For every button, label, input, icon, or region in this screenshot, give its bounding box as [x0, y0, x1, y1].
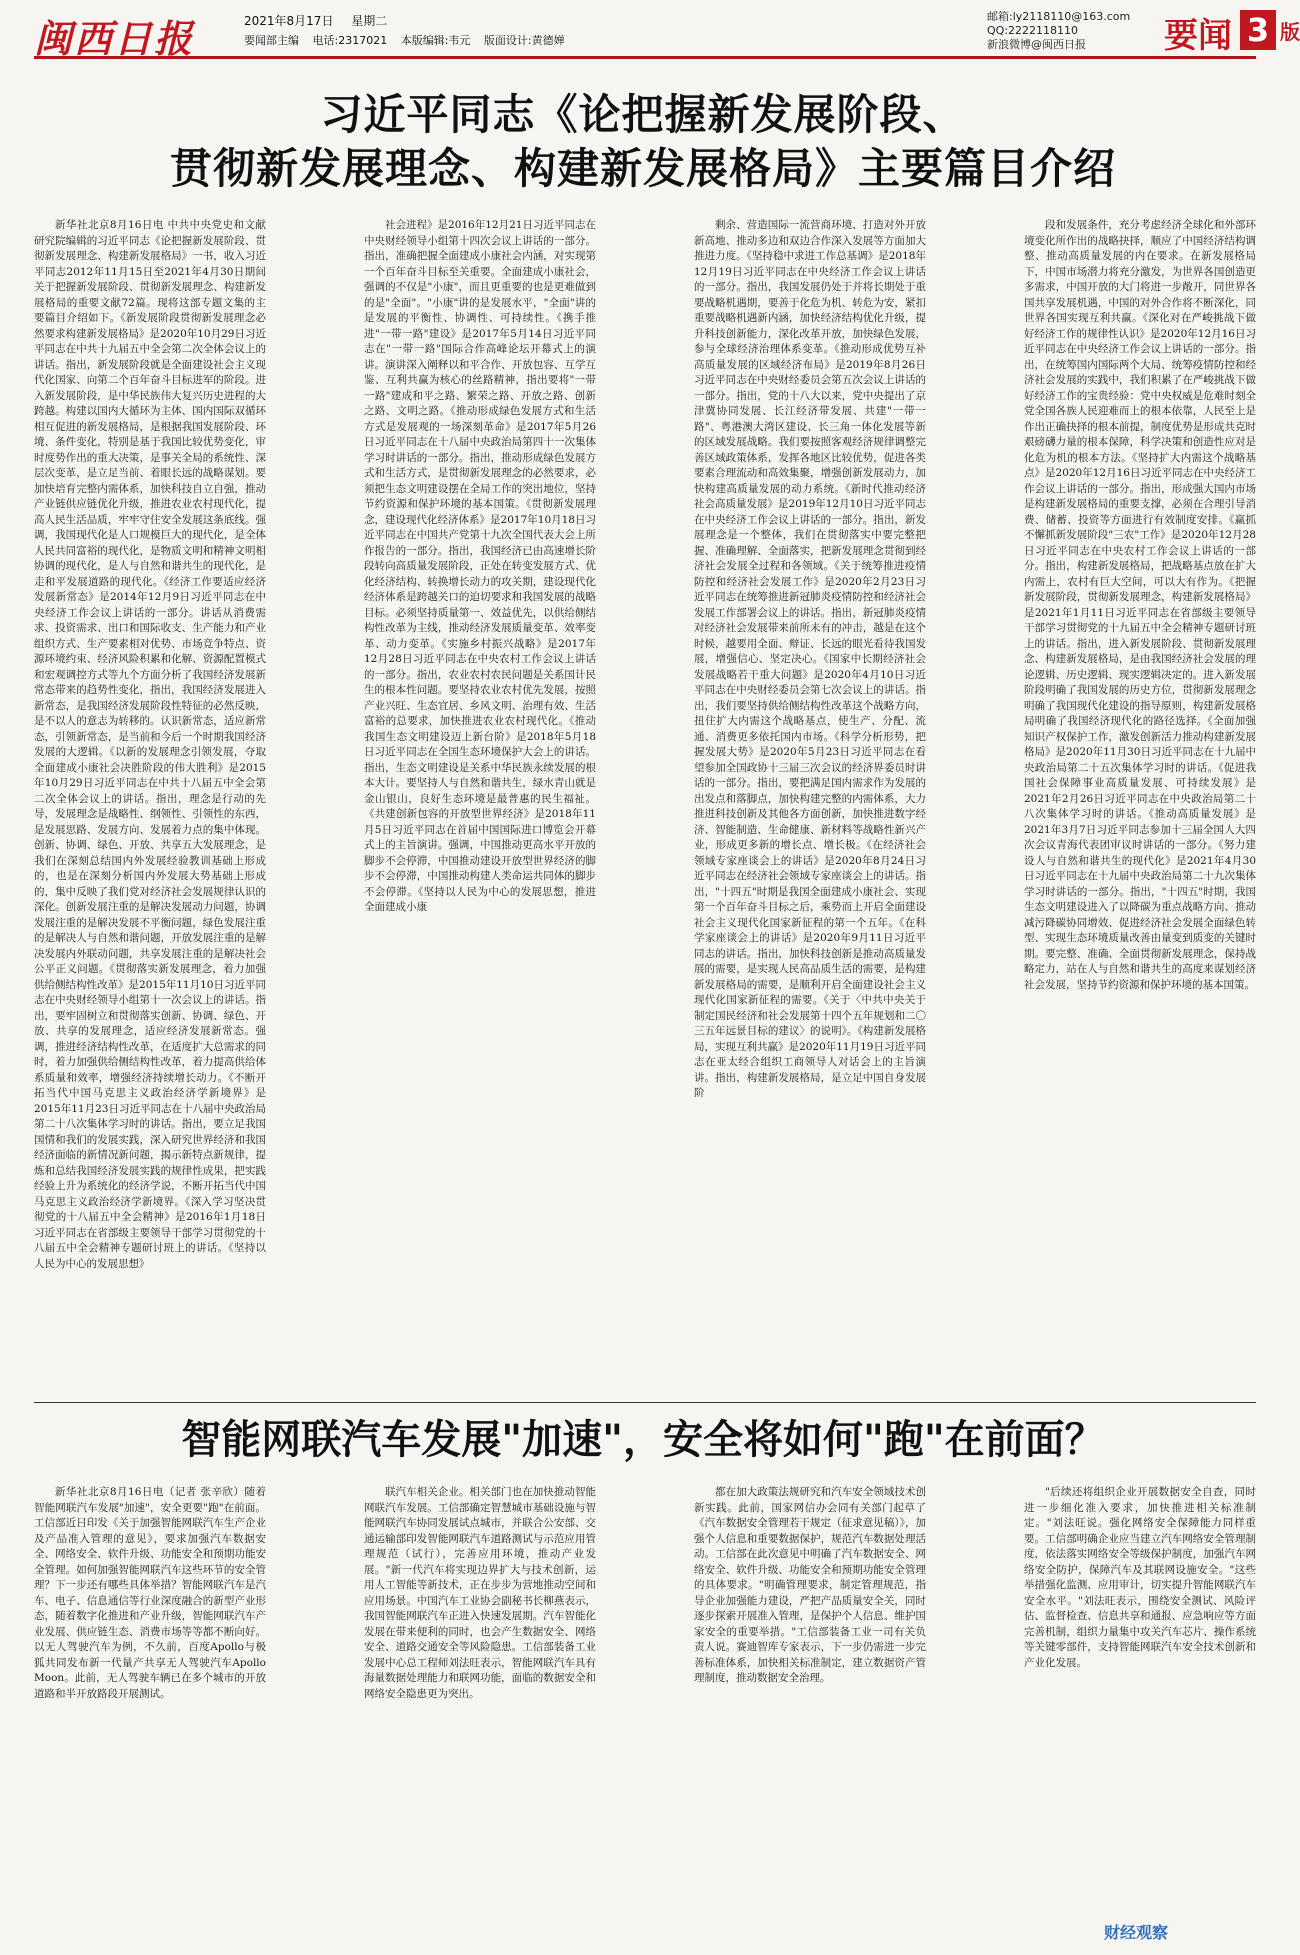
article1-body — [34, 218, 1256, 1398]
article2-column — [364, 1485, 596, 1955]
article2-body — [34, 1485, 1256, 1955]
article1-column — [694, 218, 926, 1398]
article2-column — [694, 1485, 926, 1955]
article1-col2-text: 社会进程》是2016年12月21日习近平同志在中央财经领导小组第十四次会议上讲话的一部分。指出，准确把握全面建成小康社会内涵，对实现第一个百年奋斗目标至关重要。全面建成小康社会，强调的不仅是"小康"，而且更重要的也是更难做到的是"全面"。"小康"讲的是发展水平，"全面"讲的是发展的平衡性、协调性、可持续性。《携手推进"一带一路"建设》是2017年5月14日习近平同志在"一带一路"国际合作高峰论坛开幕式上的演讲。演讲深入阐释以和平合作、开放包容、互学互鉴、互利共赢为核心的丝路精神，指出要将"一带一路"建成和平之路、繁荣之路、开放之路、创新之路、文明之路。《推动形成绿色发展方式和生活方式是发展观的一场深刻革命》是2017年5月26日习近平同志在十八届中央政治局第四十一次集体学习时讲话的一部分。指出，推动形成绿色发展方式和生活方式，是贯彻新发展理念的必然要求，必须把生态文明建设摆在全局工作的突出地位，坚持节约资源和保护环境的基本国策。《贯彻新发展理念，建设现代化经济体系》是2017年10月18日习近平同志在中国共产党第十九次全国代表大会上所作报告的一部分。指出，我国经济已由高速增长阶段转向高质量发展阶段，正处在转变发展方式、优化经济结构、转换增长动力的攻关期，建设现代化经济体系是跨越关口的迫切要求和我国发展的战略目标。必须坚持质量第一、效益优先，以供给侧结构性改革为主线，推动经济发展质量变革、效率变革、动力变革。《实施乡村振兴战略》是2017年12月28日习近平同志在中央农村工作会议上讲话的一部分。指出，农业农村农民问题是关系国计民生的根本性问题。要坚持农业农村优先发展，按照产业兴旺、生态宜居、乡风文明、治理有效、生活富裕的总要求，加快推进农业农村现代化。《推动我国生态文明建设迈上新台阶》是2018年5月18日习近平同志在全国生态环境保护大会上的讲话。指出，生态文明建设是关系中华民族永续发展的根本大计。要坚持人与自然和谐共生，绿水青山就是金山银山，良好生态环境是最普惠的民生福祉。《共建创新包容的开放型世界经济》是2018年11月5日习近平同志在首届中国国际进口博览会开幕式上的主旨演讲。强调，中国推动更高水平开放的脚步不会停滞，中国推动建设开放型世界经济的脚步不会停滞，中国推动构建人类命运共同体的脚步不会停滞。《坚持以人民为中心的发展思想，推进全面建成小康 — [364, 219, 596, 913]
editor-name: 本版编辑:韦元 — [400, 34, 471, 47]
article1-column — [364, 218, 596, 1398]
editor-dept: 要闻部主编 — [244, 34, 299, 47]
layout-designer: 版面设计:黄德婵 — [483, 34, 565, 47]
article2-column — [34, 1485, 266, 1955]
article2-col2-text: 联汽车相关企业。相关部门也在加快推动智能网联汽车发展。工信部确定智慧城市基础设施与智能网联汽车协同发展试点城市，并联合公安部、交通运输部印发智能网联汽车道路测试与示范应用管理规范（试行），完善应用环境，推动产业发展。"新一代汽车将实现边界扩大与技术创新，运用人工智能等新技术，正在步步为营地推动空间和应用场景。中国汽车工业协会副秘书长柳燕表示，我国智能网联汽车正进入快速发展期。汽车智能化发展在带来便利的同时，也会产生数据安全、网络安全、道路交通安全等风险隐患。工信部装备工业发展中心总工程师刘法旺表示，智能网联汽车具有海量数据处理能力和联网功能，面临的数据安全和网络安全隐患更为突出。 — [364, 1486, 596, 1700]
article1-headline — [60, 88, 1226, 196]
page-suffix: 版 — [1280, 20, 1300, 44]
article1-column — [1024, 218, 1256, 1398]
article2-col3-text: 都在加大政策法规研究和汽车安全领域技术创新实践。此前，国家网信办会同有关部门起草了《汽车数据安全管理若干规定（征求意见稿）》，加强个人信息和重要数据保护，规范汽车数据处理活动。工信部在此次意见中明确了汽车数据安全、网络安全、软件升级、功能安全和预期功能安全管理的具体要求。"明确管理要求，制定管理规范，指导企业加强能力建设，严把产品质量安全关，同时逐步探索开展准入管理，是保护个人信息、维护国家安全的重要举措。"工信部装备工业一司有关负责人说。赛迪智库专家表示，下一步仍需进一步完善标准体系，加快相关标准制定，建立数据资产管理制度，推动数据安全治理。 — [694, 1486, 926, 1684]
article1-headline-line2: 贯彻新发展理念、构建新发展格局》主要篇目介绍 — [169, 144, 1116, 193]
article1-col3-text: 剩余、营造国际一流营商环境、打造对外开放新高地、推动多边和双边合作深入发展等方面加大推进力度。《坚持稳中求进工作总基调》是2018年12月19日习近平同志在中央经济工作会议上讲话的一部分。指出，我国发展仍处于并将长期处于重要战略机遇期，要善于化危为机、转危为安，紧扣重要战略机遇新内涵，加快经济结构优化升级，提升科技创新能力，深化改革开放，加快绿色发展，参与全球经济治理体系变革。《推动形成优势互补高质量发展的区域经济布局》是2019年8月26日习近平同志在中央财经委员会第五次会议上讲话的一部分。指出，党的十八大以来，党中央提出了京津冀协同发展、长江经济带发展、共建"一带一路"、粤港澳大湾区建设、长三角一体化发展等新的区域发展战略。我们要按照客观经济规律调整完善区域政策体系，发挥各地区比较优势，促进各类要素合理流动和高效集聚，增强创新发展动力，加快构建高质量发展的动力系统。《新时代推动经济社会高质量发展》是2019年12月10日习近平同志在中央经济工作会议上讲话的一部分。指出，新发展理念是一个整体，我们在贯彻落实中要完整把握、准确理解、全面落实，把新发展理念贯彻到经济社会发展全过程和各领域。《关于统筹推进疫情防控和经济社会发展工作》是2020年2月23日习近平同志在统筹推进新冠肺炎疫情防控和经济社会发展工作部署会议上的讲话。指出，新冠肺炎疫情对经济社会发展带来前所未有的冲击，越是在这个时候，越要用全面、辩证、长远的眼光看待我国发展，增强信心、坚定决心。《国家中长期经济社会发展战略若干重大问题》是2020年4月10日习近平同志在中央财经委员会第七次会议上的讲话。指出，我们要坚持供给侧结构性改革这个战略方向，扭住扩大内需这个战略基点，使生产、分配、流通、消费更多依托国内市场。《科学分析形势，把握发展大势》是2020年5月23日习近平同志在看望参加全国政协十三届三次会议的经济界委员时讲话的一部分。指出，要把满足国内需求作为发展的出发点和落脚点，加快构建完整的内需体系，大力推进科技创新及其他各方面创新，加快推进数字经济、智能制造、生命健康、新材料等战略性新兴产业，形成更多新的增长点、增长极。《在经济社会领域专家座谈会上的讲话》是2020年8月24日习近平同志在经济社会领域专家座谈会上的讲话。指出，"十四五"时期是我国全面建成小康社会、实现第一个百年奋斗目标之后，乘势而上开启全面建设社会主义现代化国家新征程的第一个五年。《在科学家座谈会上的讲话》是2020年9月11日习近平同志的讲话。指出，加快科技创新是推动高质量发展的需要，是实现人民高品质生活的需要，是构建新发展格局的需要，是顺利开启全面建设社会主义现代化国家新征程的需要。《关于〈中共中央关于制定国民经济和社会发展第十四个五年规划和二〇三五年远景目标的建议〉的说明》。《构建新发展格局，实现互利共赢》是2020年11月19日习近平同志在亚太经合组织工商领导人对话会上的主旨演讲。指出，构建新发展格局，是立足中国自身发展阶 — [694, 219, 926, 1099]
article2-col1-text: 新华社北京8月16日电（记者 张辛欣）随着智能网联汽车发展"加速"，安全更要"跑"在前面。工信部近日印发《关于加强智能网联汽车生产企业及产品准入管理的意见》，要求加强汽车数据安全、网络安全、软件升级、功能安全和预期功能安全管理。如何加强智能网联汽车这些环节的安全管理？下一步还有哪些具体举措？智能网联汽车是汽车、电子、信息通信等行业深度融合的新型产业形态，随着数字化推进和产业升级，智能网联汽车产业发展、供应链生态、消费市场等等都不断向好。以无人驾驶汽车为例，不久前，百度Apollo与极狐共同发布新一代量产共享无人驾驶汽车Apollo Moon。此前，无人驾驶车辆已在多个城市的开放道路和半开放路段开展测试。 — [34, 1486, 266, 1700]
issue-weekday: 星期二 — [351, 14, 388, 28]
article-divider — [34, 1402, 1256, 1403]
article2-col4-text: "后续还将组织企业开展数据安全自查，同时进一步细化准入要求，加快推进相关标准制定。"刘法旺说。强化网络安全保障能力同样重要。工信部明确企业应当建立汽车网络安全管理制度，依法落实网络安全等级保护制度，加强汽车网络安全防护，保障汽车及其联网设施安全。"这些举措强化监测、应用审计，切实提升智能网联汽车安全水平。"刘法旺表示，围绕安全测试、风险评估、监督检查、信息共享和通报、应急响应等方面完善机制，组织力量集中攻关汽车芯片、操作系统等关键零部件，支持智能网联汽车安全技术创新和产业化发展。 — [1024, 1486, 1256, 1669]
article2-headline: 智能网联汽车发展"加速"，安全将如何"跑"在前面？ — [181, 1416, 1105, 1463]
finance-observation-logo: 财经观察 — [1104, 1923, 1169, 1942]
section-title: 要闻 — [1164, 16, 1232, 56]
page-number: 3 — [1240, 10, 1276, 50]
contact-qq: QQ:2222118110 — [987, 24, 1079, 37]
editor-meta — [244, 32, 575, 48]
editor-phone: 电话:2317021 — [312, 34, 388, 47]
issue-date: 2021年8月17日 — [244, 14, 334, 28]
article1-col1-text: 新华社北京8月16日电 中共中央党史和文献研究院编辑的习近平同志《论把握新发展阶段、贯彻新发展理念、构建新发展格局》一书，收入习近平同志2012年11月15日至2021年4月30日期间关于把握新发展阶段、贯彻新发展理念、构建新发展格局的重要文献72篇。现将这部专题文集的主要篇目介绍如下。《新发展阶段贯彻新发展理念必然要求构建新发展格局》是2020年10月29日习近平同志在中共十九届五中全会第二次全体会议上的讲话。指出，新发展阶段就是全面建设社会主义现代化国家、向第二个百年奋斗目标进军的阶段。进入新发展阶段，是中华民族伟大复兴历史进程的大跨越。构建以国内大循环为主体、国内国际双循环相互促进的新发展格局，是根据我国发展阶段、环境、条件变化，特别是基于我国比较优势变化，审时度势作出的重大决策，是事关全局的系统性、深层次变革，是立足当前、着眼长远的战略谋划。要加快培育完整内需体系，加快科技自立自强，推动产业链供应链优化升级，推进农业农村现代化，提高人民生活品质，牢牢守住安全发展这条底线。强调，我国现代化是人口规模巨大的现代化，是全体人民共同富裕的现代化，是物质文明和精神文明相协调的现代化，是人与自然和谐共生的现代化，是走和平发展道路的现代化。《经济工作要适应经济发展新常态》是2014年12月9日习近平同志在中央经济工作会议上讲话的一部分。讲话从消费需求、投资需求、出口和国际收支、生产能力和产业组织方式、生产要素相对优势、市场竞争特点、资源环境约束、经济风险积累和化解、资源配置模式和宏观调控方式等九个方面分析了我国经济发展新常态带来的趋势性变化，指出，我国经济发展进入新常态，是我国经济发展阶段性特征的必然反映，是不以人的意志为转移的。认识新常态，适应新常态，引领新常态，是当前和今后一个时期我国经济发展的大逻辑。《以新的发展理念引领发展，夺取全面建成小康社会决胜阶段的伟大胜利》是2015年10月29日习近平同志在中共十八届五中全会第二次全体会议上的讲话。指出，理念是行动的先导，发展理念是战略性、纲领性、引领性的东西，是发展思路、发展方向、发展着力点的集中体现。创新、协调、绿色、开放、共享五大发展理念，是我们在深刻总结国内外发展经验教训基础上形成的，也是在深刻分析国内外发展大势基础上形成的，集中反映了我们党对经济社会发展规律认识的深化。创新发展注重的是解决发展动力问题，协调发展注重的是解决发展不平衡问题，绿色发展注重的是解决人与自然和谐问题，开放发展注重的是解决发展内外联动问题，共享发展注重的是解决社会公平正义问题。《贯彻落实新发展理念，着力加强供给侧结构性改革》是2015年11月10日习近平同志在中央财经领导小组第十一次会议上的讲话。指出，要牢固树立和贯彻落实创新、协调、绿色、开放、共享的发展理念，适应经济发展新常态。强调，推进经济结构性改革，在适度扩大总需求的同时，着力加强供给侧结构性改革，着力提高供给体系质量和效率，增强经济持续增长动力。《不断开拓当代中国马克思主义政治经济学新境界》是2015年11月23日习近平同志在十八届中央政治局第二十八次集体学习时的讲话。指出，要立足我国国情和我们的发展实践，深入研究世界经济和我国经济面临的新情况新问题，揭示新特点新规律，提炼和总结我国经济发展实践的规律性成果，把实践经验上升为系统化的经济学说，不断开拓当代中国马克思主义政治经济学新境界。《深入学习坚决贯彻党的十八届五中全会精神》是2016年1月18日习近平同志在省部级主要领导干部学习贯彻党的十八届五中全会精神专题研讨班上的讲话。《坚持以人民为中心的发展思想》 — [34, 219, 266, 1270]
masthead — [34, 6, 1300, 61]
contact-block — [987, 10, 1130, 52]
article2-column — [1024, 1485, 1256, 1955]
article1-column — [34, 218, 266, 1398]
contact-weibo: 新浪微博@闽西日报 — [987, 38, 1086, 51]
article1-headline-line1: 习近平同志《论把握新发展阶段、 — [320, 90, 966, 139]
contact-email: 邮箱:ly2118110@163.com — [987, 10, 1131, 23]
issue-meta — [244, 12, 401, 29]
article1-col4-text: 段和发展条件，充分考虑经济全球化和外部环境变化所作出的战略抉择，顺应了中国经济结构调整、推动高质量发展的内在要求。在新发展格局下，中国市场潜力将充分激发，为世界各国创造更多需求，中国开放的大门将进一步敞开，同世界各国共享发展机遇，中国的对外合作将不断深化，同世界各国实现互利共赢。《深化对在严峻挑战下做好经济工作的规律性认识》是2020年12月16日习近平同志在中央经济工作会议上讲话的一部分。指出，在统筹国内国际两个大局、统筹疫情防控和经济社会发展的实践中，我们积累了在严峻挑战下做好经济工作的宝贵经验：党中央权威是危难时刻全党全国各族人民迎难而上的根本依靠，人民至上是作出正确抉择的根本前提，制度优势是形成共克时艰磅礴力量的根本保障，科学决策和创造性应对是化危为机的根本方法。《坚持扩大内需这个战略基点》是2020年12月16日习近平同志在中央经济工作会议上讲话的一部分。指出，形成强大国内市场是构建新发展格局的重要支撑，必须在合理引导消费、储蓄、投资等方面进行有效制度安排。《赢抓不懈抓新发展阶段"三农"工作》是2020年12月28日习近平同志在中央农村工作会议上讲话的一部分。指出，构建新发展格局，把战略基点放在扩大内需上，农村有巨大空间，可以大有作为。《把握新发展阶段，贯彻新发展理念，构建新发展格局》是2021年1月11日习近平同志在省部级主要领导干部学习贯彻党的十九届五中全会精神专题研讨班上的讲话。指出，进入新发展阶段、贯彻新发展理念、构建新发展格局，是由我国经济社会发展的理论逻辑、历史逻辑、现实逻辑决定的。进入新发展阶段明确了我国发展的历史方位，贯彻新发展理念明确了我国现代化建设的指导原则，构建新发展格局明确了我国经济现代化的路径选择。《全面加强知识产权保护工作，激发创新活力推动构建新发展格局》是2020年11月30日习近平同志在十九届中央政治局第二十五次集体学习时的讲话。《促进我国社会保障事业高质量发展、可持续发展》是2021年2月26日习近平同志在中央政治局第二十八次集体学习时的讲话。《推动高质量发展》是2021年3月7日习近平同志参加十三届全国人大四次会议青海代表团审议时讲话的一部分。《努力建设人与自然和谐共生的现代化》是2021年4月30日习近平同志在十九届中央政治局第二十九次集体学习时讲话的一部分。指出，"十四五"时期，我国生态文明建设进入了以降碳为重点战略方向、推动减污降碳协同增效、促进经济社会发展全面绿色转型、实现生态环境质量改善由量变到质变的关键时期。要完整、准确、全面贯彻新发展理念，保持战略定力，站在人与自然和谐共生的高度来谋划经济社会发展，坚持节约资源和保护环境的基本国策。 — [1024, 219, 1256, 991]
newspaper-logo: 闽西日报 — [34, 16, 195, 61]
